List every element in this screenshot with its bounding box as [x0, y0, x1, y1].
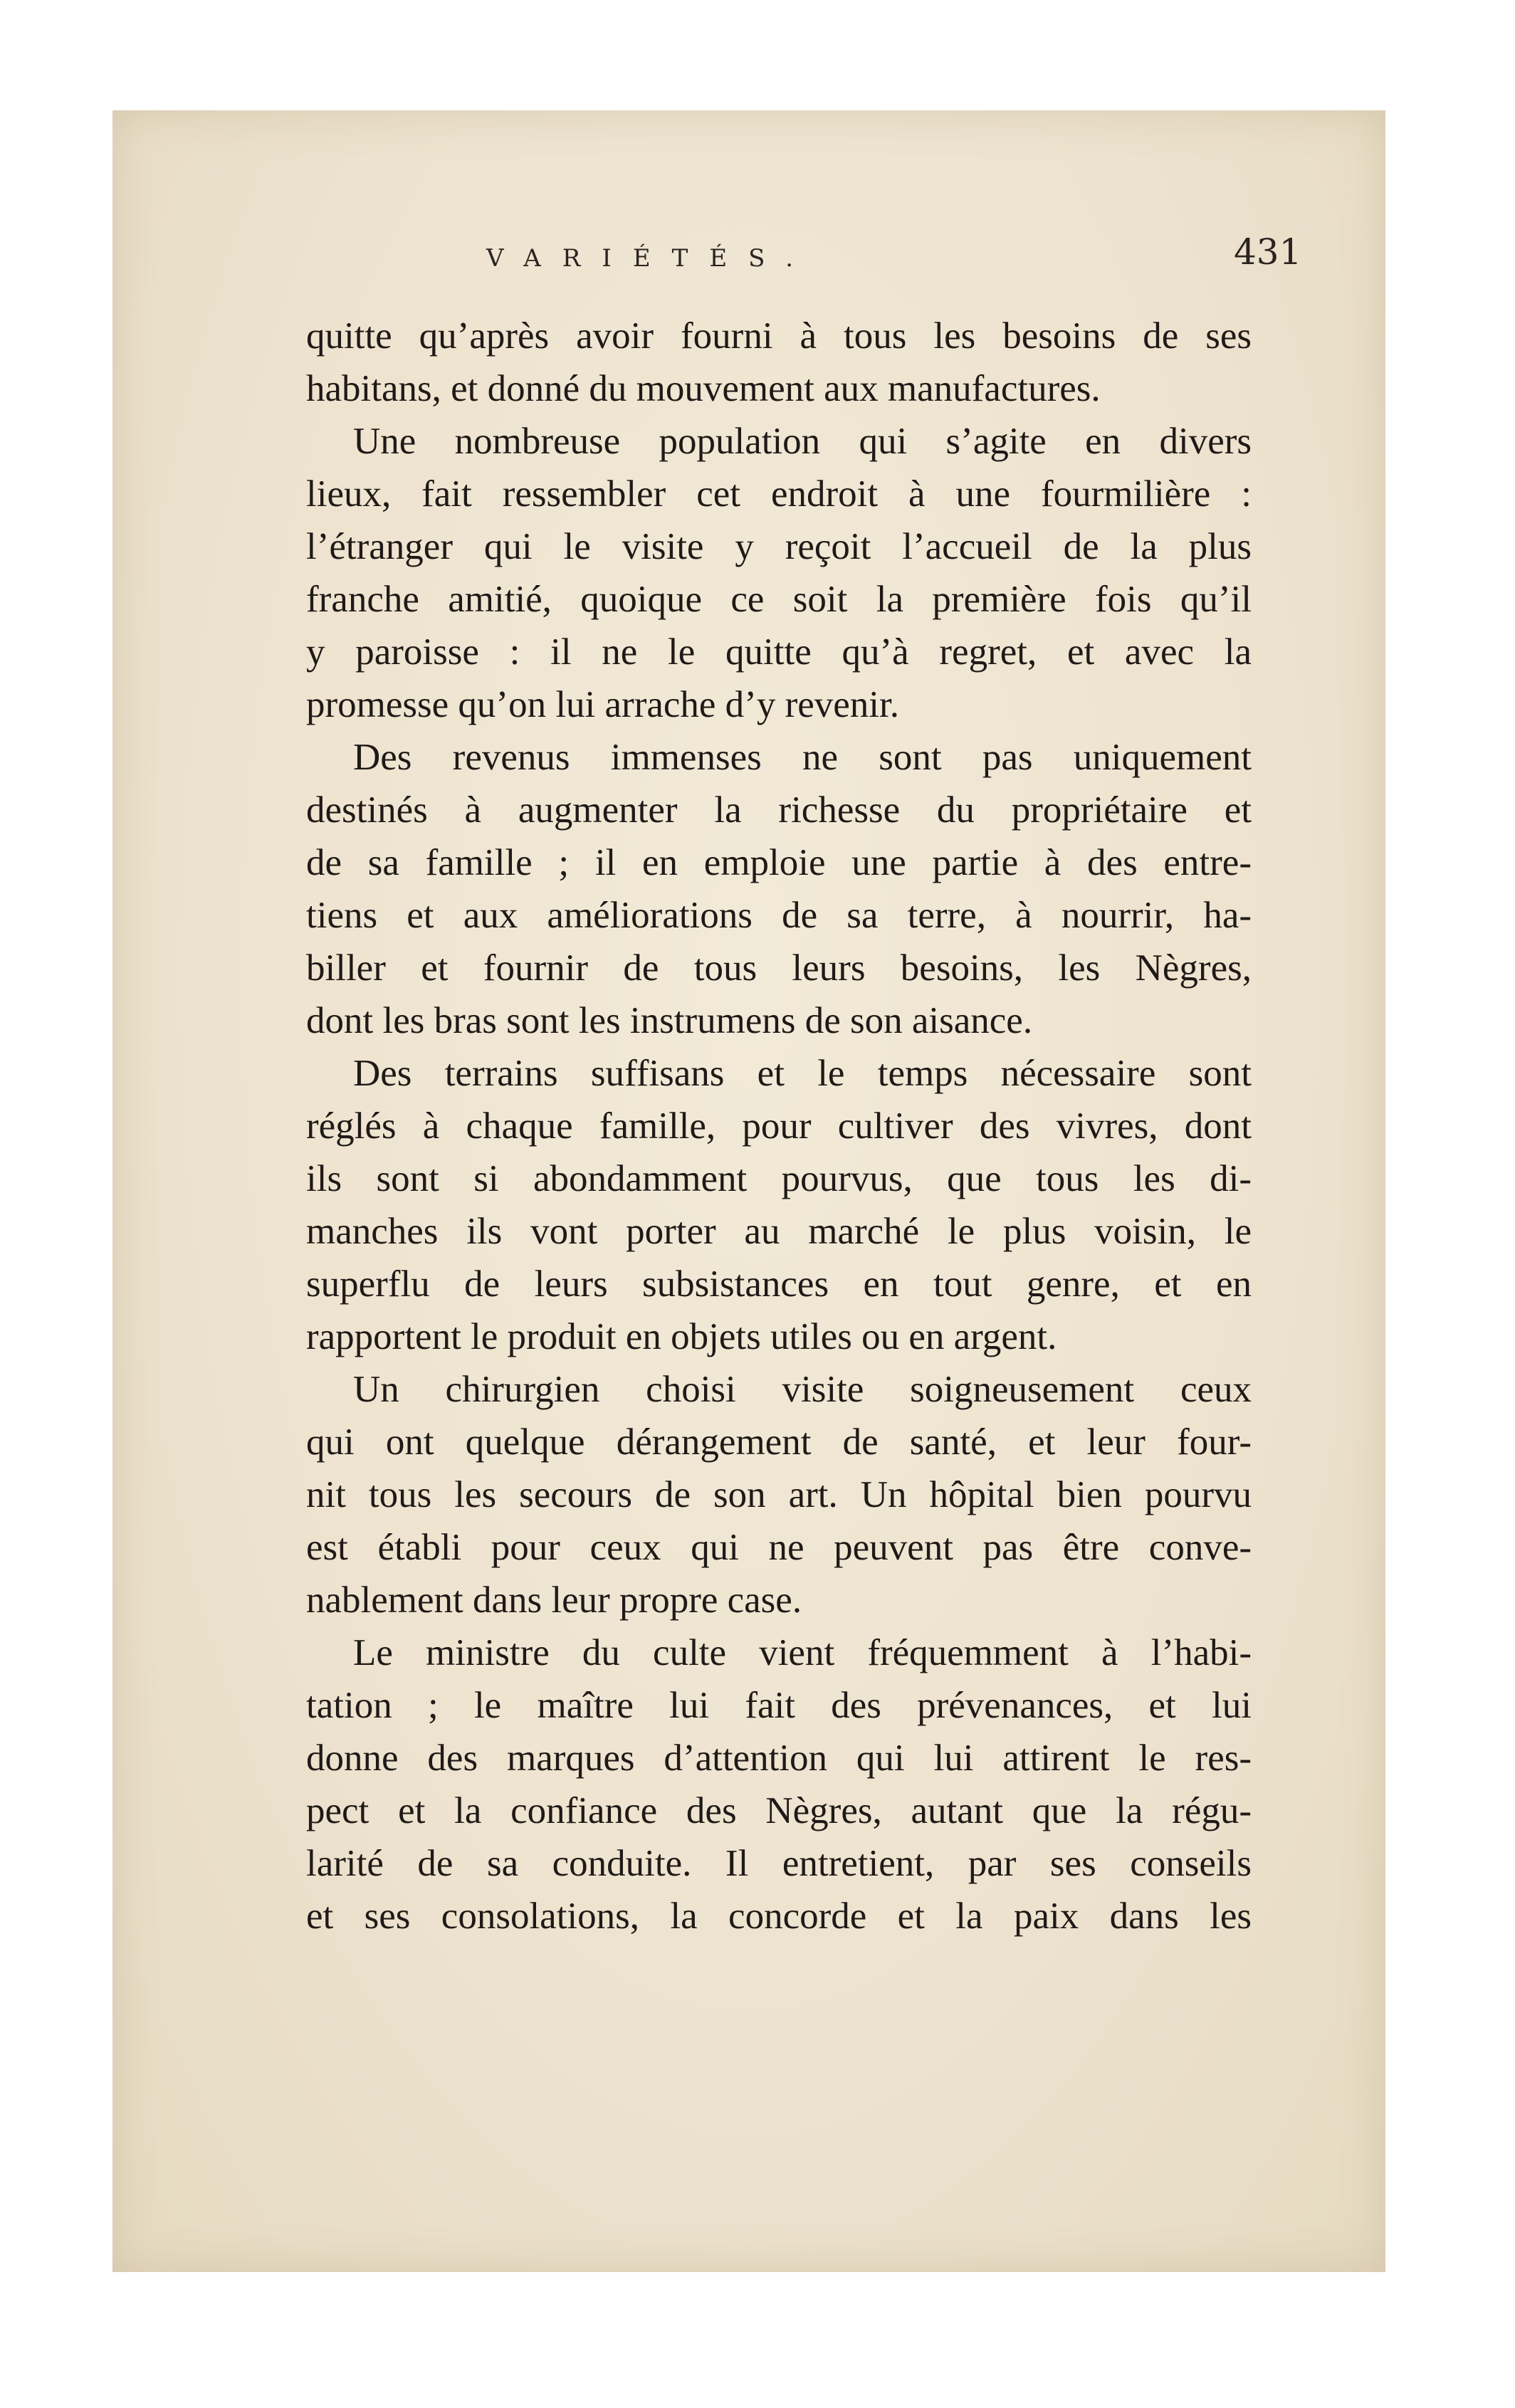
text-line: franche amitié, quoique ce soit la première fois qu’il [306, 579, 1252, 620]
text-line: larité de sa conduite. Il entretient, par ses conseils [306, 1843, 1252, 1884]
text-line: donne des marques d’attention qui lui attirent le res- [306, 1737, 1252, 1779]
paragraph-start-line: Des revenus immenses ne sont pas uniquement [353, 737, 1252, 778]
text-line: biller et fournir de tous leurs besoins, les Nègres, [306, 947, 1252, 989]
text-line: tation ; le maître lui fait des prévenances, et lui [306, 1685, 1252, 1726]
page-number: 431 [1234, 231, 1302, 273]
text-line: lieux, fait ressembler cet endroit à une fourmilière : [306, 473, 1252, 515]
text-line: manches ils vont porter au marché le plus voisin, le [306, 1211, 1252, 1252]
text-line: ils sont si abondamment pourvus, que tous les di- [306, 1158, 1252, 1199]
text-line: quitte qu’après avoir fourni à tous les besoins de ses [306, 315, 1252, 357]
body-text [306, 310, 1252, 1942]
paragraph-start-line: Une nombreuse population qui s’agite en divers [353, 421, 1252, 462]
text-line: tiens et aux améliorations de sa terre, à nourrir, ha- [306, 895, 1252, 936]
text-line: destinés à augmenter la richesse du propriétaire et [306, 789, 1252, 831]
paragraph-start-line: Un chirurgien choisi visite soigneusement ceux [353, 1369, 1252, 1410]
running-title: VARIÉTÉS. [486, 244, 815, 273]
text-line: nablement dans leur propre case. [306, 1579, 802, 1621]
text-line: de sa famille ; il en emploie une partie à des entre- [306, 842, 1252, 883]
text-line: qui ont quelque dérangement de santé, et leur four- [306, 1421, 1252, 1463]
book-page [112, 110, 1385, 2272]
text-line: et ses consolations, la concorde et la paix dans les [306, 1896, 1252, 1937]
text-line: pect et la confiance des Nègres, autant que la régu- [306, 1790, 1252, 1831]
text-line: y paroisse : il ne le quitte qu’à regret, et avec la [306, 631, 1252, 673]
paragraph-start-line: Le ministre du culte vient fréquemment à l’habi- [353, 1632, 1252, 1673]
text-line: dont les bras sont les instrumens de son aisance. [306, 1000, 1033, 1041]
paragraph-start-line: Des terrains suffisans et le temps nécessaire sont [353, 1053, 1252, 1094]
text-line: rapportent le produit en objets utiles ou en argent. [306, 1316, 1057, 1357]
text-line: promesse qu’on lui arrache d’y revenir. [306, 684, 899, 725]
text-line: habitans, et donné du mouvement aux manufactures. [306, 368, 1101, 409]
text-line: l’étranger qui le visite y reçoit l’accueil de la plus [306, 526, 1252, 567]
text-line: nit tous les secours de son art. Un hôpital bien pourvu [306, 1474, 1252, 1515]
text-line: réglés à chaque famille, pour cultiver des vivres, dont [306, 1105, 1252, 1147]
text-line: est établi pour ceux qui ne peuvent pas être conve- [306, 1527, 1252, 1568]
text-line: superflu de leurs subsistances en tout genre, et en [306, 1263, 1252, 1305]
